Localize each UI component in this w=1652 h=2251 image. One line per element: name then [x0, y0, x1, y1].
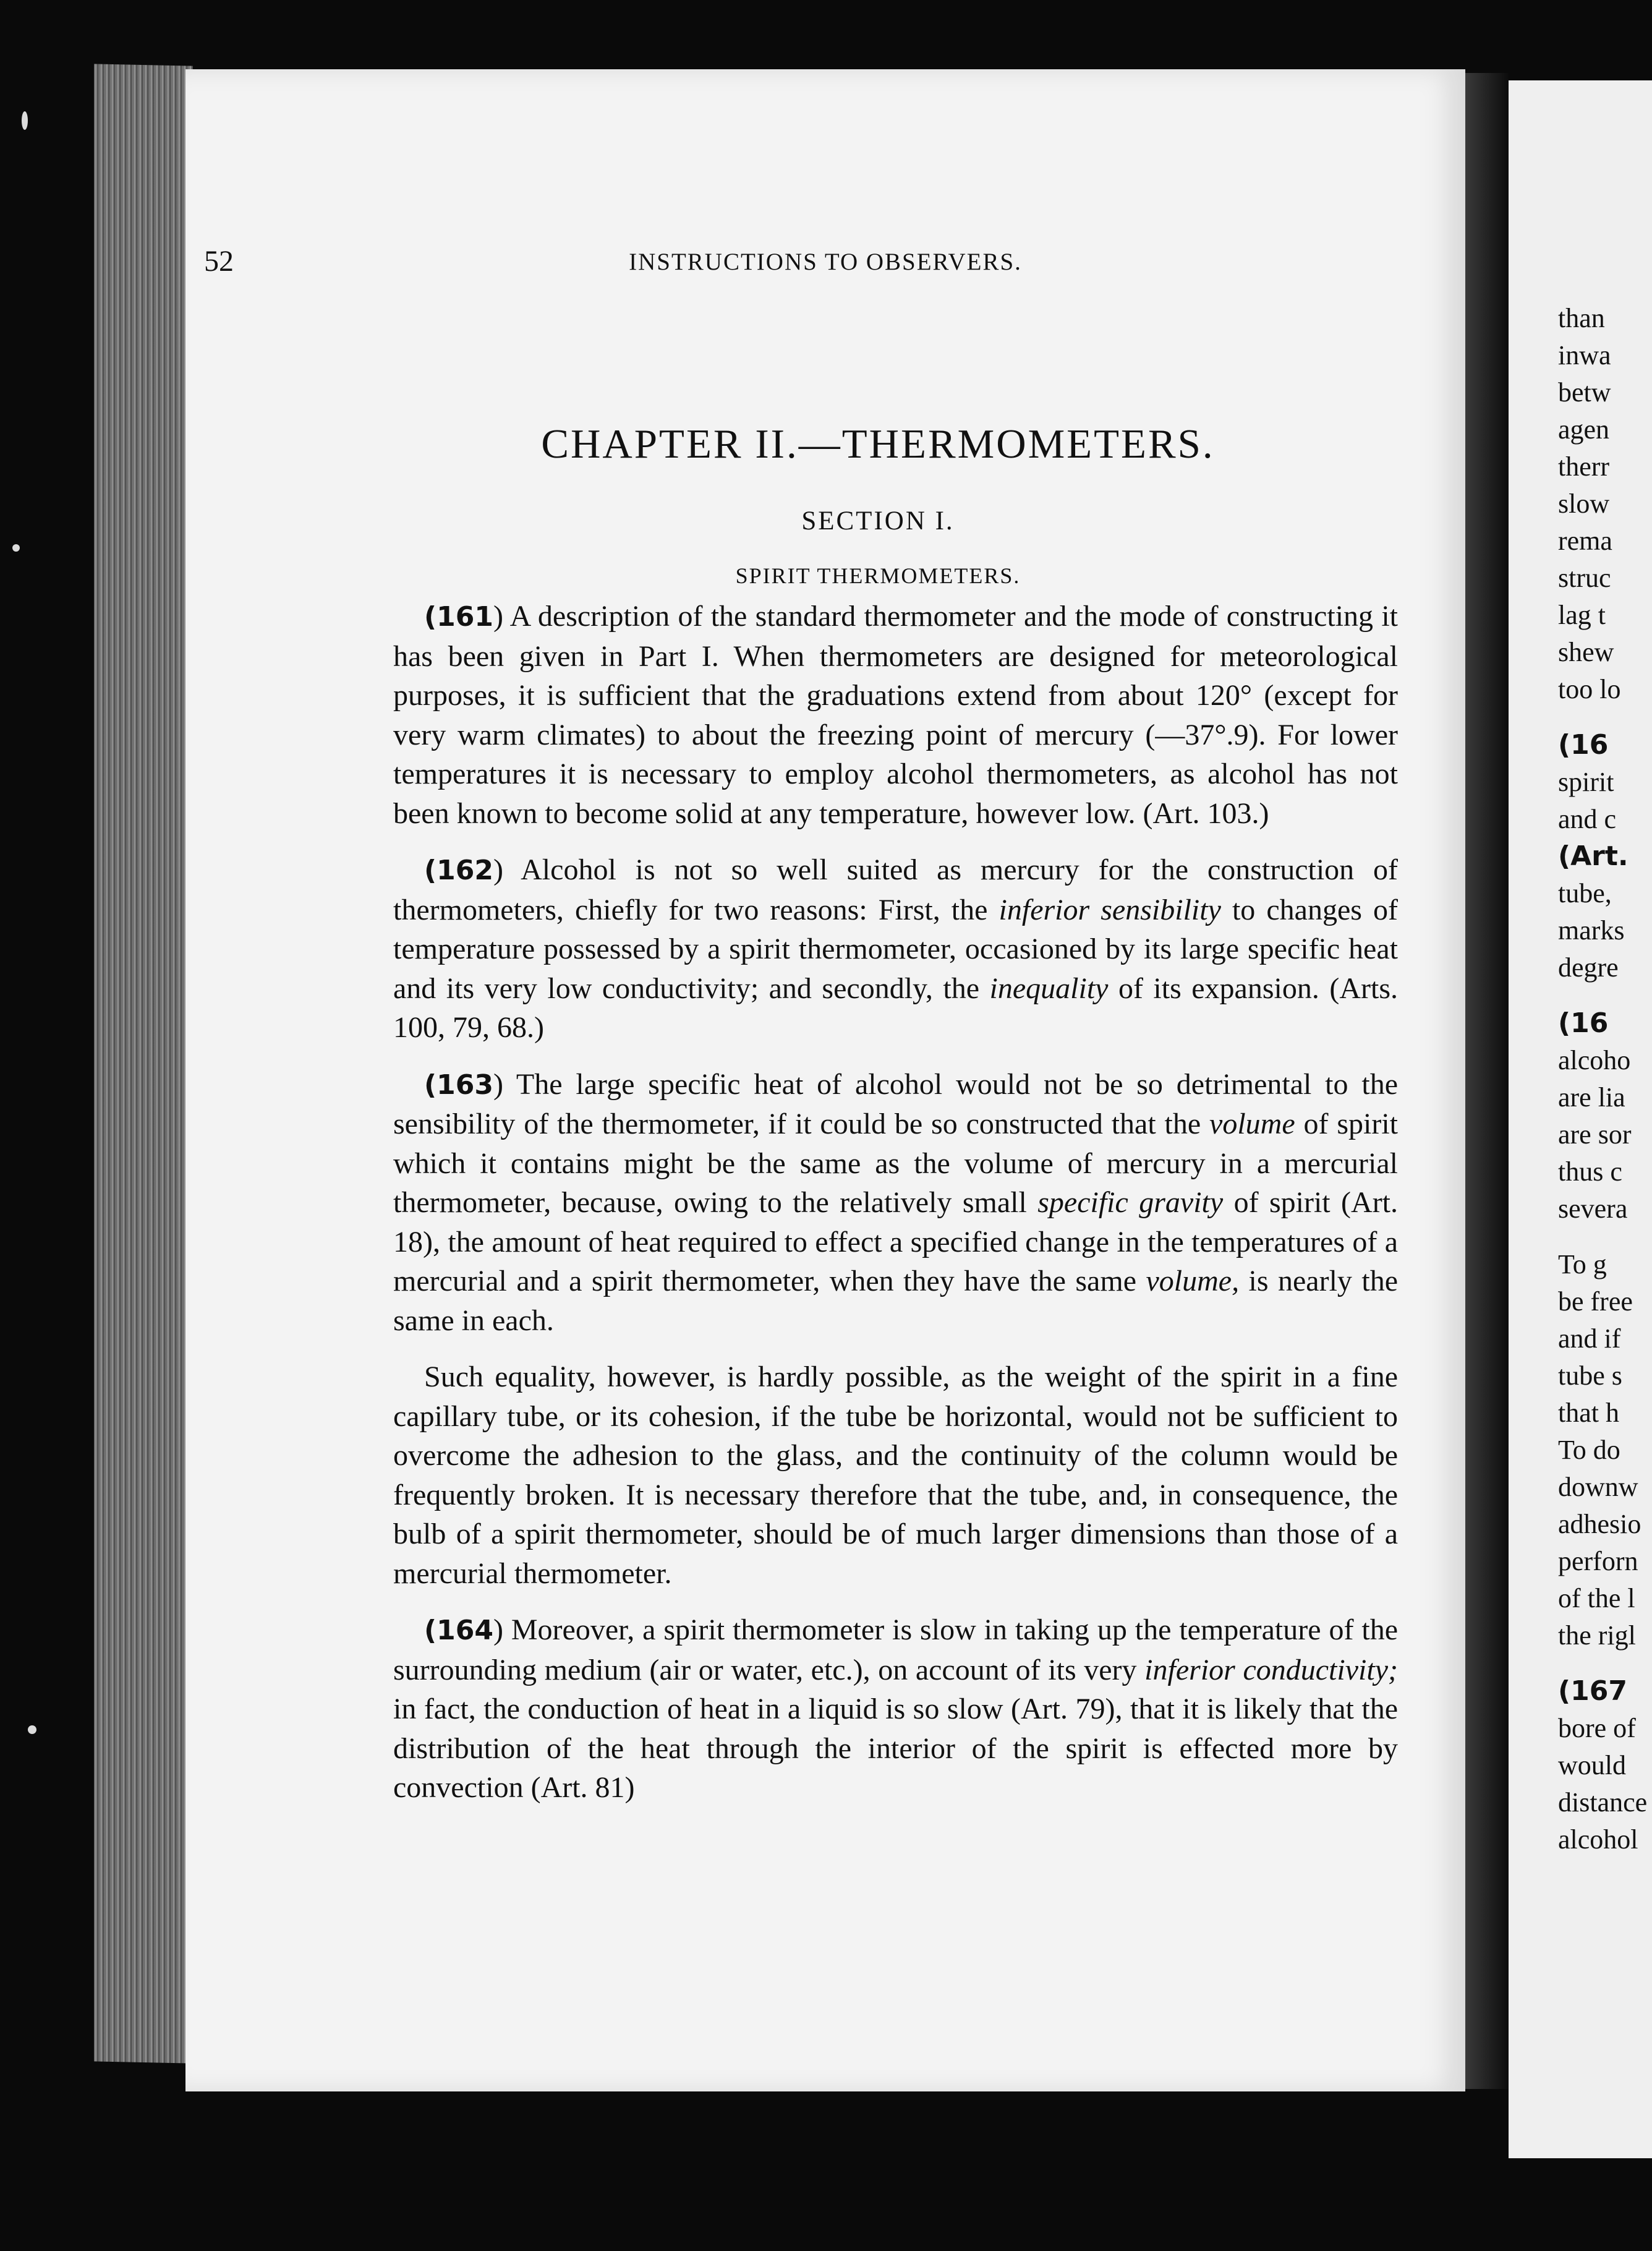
paragraph-text: of its expansion. (Arts. 100, 79, 68.) — [393, 972, 1399, 1044]
subsection-title: SPIRIT THERMOMETERS. — [735, 563, 1021, 588]
paragraph-text: is nearly the same in each. — [393, 1265, 1398, 1337]
page-number: 52 — [204, 245, 234, 278]
right-page-line: agen — [1558, 414, 1610, 445]
book-page-edges — [94, 64, 193, 2063]
book-gutter — [1465, 73, 1509, 2089]
right-page-line: To do — [1558, 1435, 1620, 1465]
right-page-line: spirit — [1558, 767, 1614, 797]
right-page-line: downw — [1558, 1472, 1638, 1502]
right-page-line: lag t — [1558, 600, 1606, 630]
right-page-line: too lo — [1558, 674, 1621, 704]
paragraph — [393, 850, 1398, 1048]
right-page-line: rema — [1558, 526, 1612, 556]
paragraph-text: to changes of temperature possessed by a spirit thermometer, occasioned by its large specific heat and its very low conductivity; and secondly, the — [393, 893, 1398, 1005]
paragraph — [393, 1065, 1398, 1341]
running-head — [204, 244, 1385, 281]
right-page-line: than — [1558, 303, 1605, 333]
right-page-line: and c — [1558, 804, 1617, 834]
right-page-line: (Art. — [1558, 840, 1629, 872]
chapter-title: CHAPTER II.—THERMOMETERS. — [541, 421, 1215, 467]
italic-term: specific gravity — [1037, 1186, 1224, 1219]
right-page-line: inwa — [1558, 340, 1611, 370]
paragraph-gap — [1558, 708, 1652, 727]
right-page-line: would — [1558, 1750, 1626, 1780]
right-page-line: To g — [1558, 1249, 1607, 1279]
paragraph-gap — [1558, 1654, 1652, 1673]
paragraph-number: (162 — [424, 855, 493, 886]
right-page-line: perforn — [1558, 1546, 1638, 1576]
right-page-text-fragment — [1558, 300, 1652, 1858]
italic-term: volume — [1209, 1108, 1295, 1140]
scan-speck — [28, 1725, 36, 1734]
right-page-line: alcoho — [1558, 1045, 1631, 1075]
right-page-line: be free — [1558, 1286, 1633, 1317]
paragraph-gap — [1558, 1228, 1652, 1246]
right-page-line: are sor — [1558, 1119, 1632, 1150]
right-page-line: struc — [1558, 563, 1611, 593]
right-page-line: degre — [1558, 952, 1619, 983]
paragraph-text: ) The large specific heat of alcohol would not be so detrimental to the sensibility of the thermometer, if it could be so constructed that the — [393, 1067, 1398, 1140]
right-page-line: marks — [1558, 915, 1625, 946]
paragraph — [393, 1357, 1398, 1593]
right-page-line: thus c — [1558, 1156, 1622, 1187]
paragraph-number: (163 — [424, 1069, 493, 1101]
right-page-line: (167 — [1558, 1675, 1627, 1707]
right-page-line: are lia — [1558, 1082, 1625, 1113]
italic-term: inferior sensibility — [998, 893, 1221, 926]
paragraph-text: ) A description of the standard thermometer and the mode of constructing it has been given in Part I. When thermometers are designed for meteorological purposes, it is sufficient that the graduations extend from about 120° (except for very warm climates) to about the freezing point of mercury (—37°.9). For lower temperatures it is necessary to employ alcohol thermometers, as alcohol has not been known to become solid at any temperature, however low. (Art. 103.) — [393, 600, 1398, 830]
paragraph — [393, 1610, 1398, 1808]
paragraph-text: ) Alcohol is not so well suited as mercury for the construction of thermometers, chiefly for two reasons: First, the — [393, 853, 1398, 926]
right-page-line: (16 — [1558, 729, 1609, 761]
paragraph-number: (164 — [424, 1615, 493, 1646]
right-page-line: slow — [1558, 489, 1610, 519]
right-page-line: therr — [1558, 451, 1610, 482]
body-text — [393, 597, 1398, 1825]
paragraph — [393, 597, 1398, 833]
running-head-title: INSTRUCTIONS TO OBSERVERS. — [629, 249, 1022, 275]
right-page-line: of the l — [1558, 1583, 1635, 1613]
paragraph-number: (161 — [424, 601, 493, 633]
right-page-line: betw — [1558, 377, 1611, 408]
paragraph-gap — [1558, 986, 1652, 1005]
right-page-line: that h — [1558, 1398, 1619, 1428]
right-page-line: distance — [1558, 1787, 1648, 1817]
right-page-line: bore of — [1558, 1713, 1636, 1743]
italic-term: volume, — [1146, 1265, 1240, 1297]
right-page-line: severa — [1558, 1194, 1628, 1224]
right-page-line: adhesio — [1558, 1509, 1641, 1539]
right-page-line: shew — [1558, 637, 1614, 667]
paragraph-text: of spirit which it contains might be the same as the volume of mercury in a mercurial thermometer, because, owing to the relatively small — [393, 1108, 1399, 1219]
right-page-line: alcohol — [1558, 1824, 1638, 1855]
italic-term: inequality — [989, 972, 1109, 1005]
paragraph-text: Such equality, however, is hardly possible, as the weight of the spirit in a fine capillary tube, or its cohesion, if the tube be horizontal, would not be sufficient to overcome the adhesion to the glass, and the continuity of the column would be frequently broken. It is necessary therefore that the tube, and, in consequence, the bulb of a spirit thermometer, should be of much larger dimensions than those of a mercurial thermometer. — [393, 1360, 1398, 1590]
paragraph-text: of spirit (Art. 18), the amount of heat required to effect a specified change in the temperatures of a mercurial and a spirit thermometer, when they have the same — [393, 1186, 1399, 1297]
scan-speck — [12, 544, 20, 552]
scan-speck — [22, 111, 28, 130]
right-page-line: and if — [1558, 1323, 1621, 1354]
right-page-line: (16 — [1558, 1007, 1609, 1039]
paragraph-text: in fact, the conduction of heat in a liquid is so slow (Art. 79), that it is likely that the distribution of the heat through the interior of the spirit is effected more by convection (Art. 81) — [393, 1693, 1398, 1804]
italic-term: inferior conductivity; — [1144, 1653, 1398, 1686]
section-title: SECTION I. — [801, 506, 955, 536]
paragraph-text: ) Moreover, a spirit thermometer is slow in taking up the temperature of the surrounding medium (air or water, etc.), on account of its very — [393, 1613, 1398, 1686]
right-page-line: tube s — [1558, 1360, 1622, 1391]
right-page-line: the rigl — [1558, 1620, 1636, 1651]
right-page-line: tube, — [1558, 878, 1612, 908]
